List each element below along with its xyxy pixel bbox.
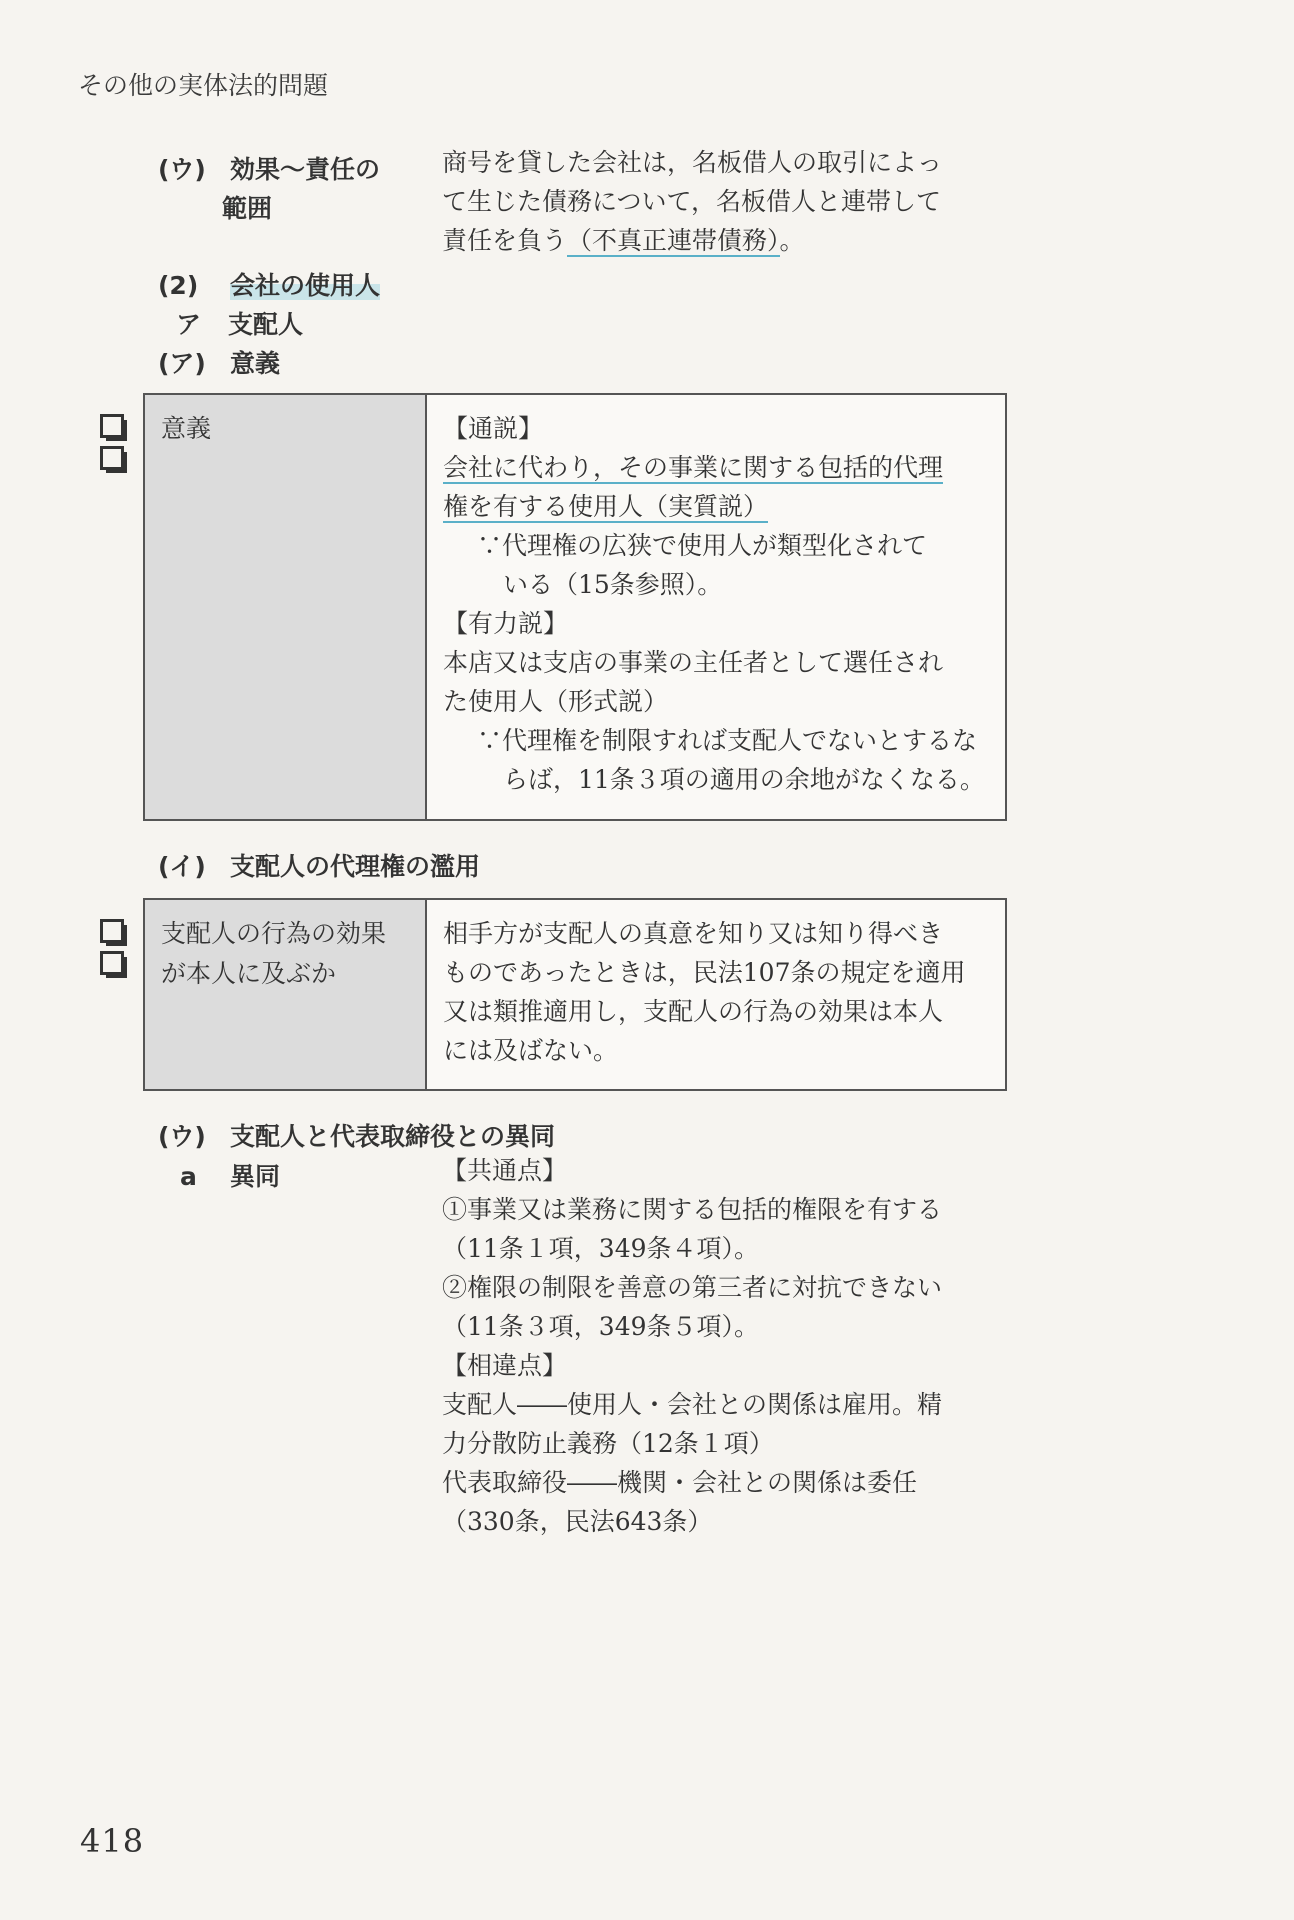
- underlined-term: （不真正連帯債務）: [567, 226, 780, 255]
- text-line: [443, 448, 989, 487]
- text-line: た使用人（形式説）: [443, 687, 669, 716]
- heading-title: 会社の使用人: [230, 271, 381, 300]
- reason-line: ∵代理権の広狭で使用人が類型化されて: [477, 531, 928, 560]
- abuse-table: [143, 898, 1007, 1091]
- meaning-content: [426, 394, 1006, 820]
- label-line: が本人に及ぶか: [161, 959, 337, 988]
- text-segment: 。: [779, 226, 805, 255]
- underlined-text: 会社に代わり，その事業に関する包括的代理: [443, 453, 944, 482]
- text-line: 又は類推適用し，支配人の行為の効果は本人: [443, 997, 944, 1026]
- text-line: には及ばない。: [443, 1036, 619, 1065]
- reason-line: いる（15条参照）。: [503, 570, 723, 599]
- heading-manager: [176, 305, 303, 341]
- review-checkbox[interactable]: [100, 919, 124, 943]
- abuse-content: [426, 899, 1006, 1090]
- text-line: （11条１項，349条４項）。: [442, 1234, 760, 1263]
- comparison-text: [442, 1151, 942, 1541]
- heading-abuse-of-authority: [158, 847, 480, 883]
- label-line: 支配人の行為の効果: [161, 919, 387, 948]
- heading-title: 支配人と代表取締役との異同: [230, 1122, 556, 1151]
- meaning-table: [143, 393, 1007, 821]
- heading-title-line1: 効果～責任の: [230, 155, 381, 184]
- effect-scope-text: [442, 143, 942, 260]
- heading-title: 意義: [230, 349, 281, 378]
- underlined-text: 権を有する使用人（実質説）: [443, 492, 769, 521]
- text-line: 支配人――使用人・会社との関係は雇用。精: [442, 1390, 943, 1419]
- review-checkbox[interactable]: [100, 446, 124, 470]
- text-line: ①事業又は業務に関する包括的権限を有する: [442, 1195, 943, 1224]
- heading-meaning: [158, 344, 280, 380]
- text-line: [443, 487, 989, 526]
- section-heading: 【相違点】: [442, 1351, 568, 1380]
- section-heading: 【共通点】: [442, 1156, 568, 1185]
- heading-mark: (ウ): [158, 155, 206, 184]
- abuse-label: [144, 899, 426, 1090]
- review-checkbox[interactable]: [100, 951, 124, 975]
- page-number: 418: [80, 1822, 145, 1860]
- text-line: ②権限の制限を善意の第三者に対抗できない: [442, 1273, 943, 1302]
- heading-mark: (ア): [158, 349, 206, 378]
- heading-similarities-differences: [180, 1157, 280, 1193]
- text-segment: 責任を負う: [442, 226, 568, 255]
- heading-effect-scope-line2: 範囲: [222, 194, 273, 223]
- heading-title: 支配人: [228, 310, 304, 339]
- heading-mark: (2): [158, 271, 199, 300]
- heading-title: 支配人の代理権の濫用: [230, 852, 481, 881]
- theory-heading: 【有力説】: [443, 609, 569, 638]
- text-line: 本店又は支店の事業の主任者として選任され: [443, 648, 944, 677]
- theory-heading: 【通説】: [443, 414, 544, 443]
- text-line: 代表取締役――機関・会社との関係は委任: [442, 1468, 918, 1497]
- text-line: 力分散防止義務（12条１項）: [442, 1429, 774, 1458]
- heading-effect-scope: [158, 150, 380, 186]
- running-head: その他の実体法的問題: [78, 71, 329, 100]
- meaning-label: 意義: [144, 394, 426, 820]
- heading-company-employees: [158, 266, 380, 302]
- text-line: 相手方が支配人の真意を知り又は知り得べき: [443, 919, 944, 948]
- heading-mark: a: [180, 1162, 197, 1191]
- text-line: （11条３項，349条５項）。: [442, 1312, 760, 1341]
- text-line: ものであったときは，民法107条の規定を適用: [443, 958, 966, 987]
- reason-line: ∵代理権を制限すれば支配人でないとするな: [477, 726, 978, 755]
- heading-mark: (イ): [158, 852, 206, 881]
- heading-comparison: [158, 1117, 555, 1153]
- heading-mark: (ウ): [158, 1122, 206, 1151]
- heading-mark: ア: [176, 310, 202, 339]
- reason-line: らば，11条３項の適用の余地がなくなる。: [503, 765, 985, 794]
- text-line: [442, 221, 942, 260]
- text-line: （330条，民法643条）: [442, 1507, 713, 1536]
- heading-title: 異同: [230, 1162, 281, 1191]
- review-checkbox[interactable]: [100, 414, 124, 438]
- text-line: 商号を貸した会社は，名板借人の取引によっ: [442, 148, 943, 177]
- text-line: て生じた債務について，名板借人と連帯して: [442, 187, 942, 216]
